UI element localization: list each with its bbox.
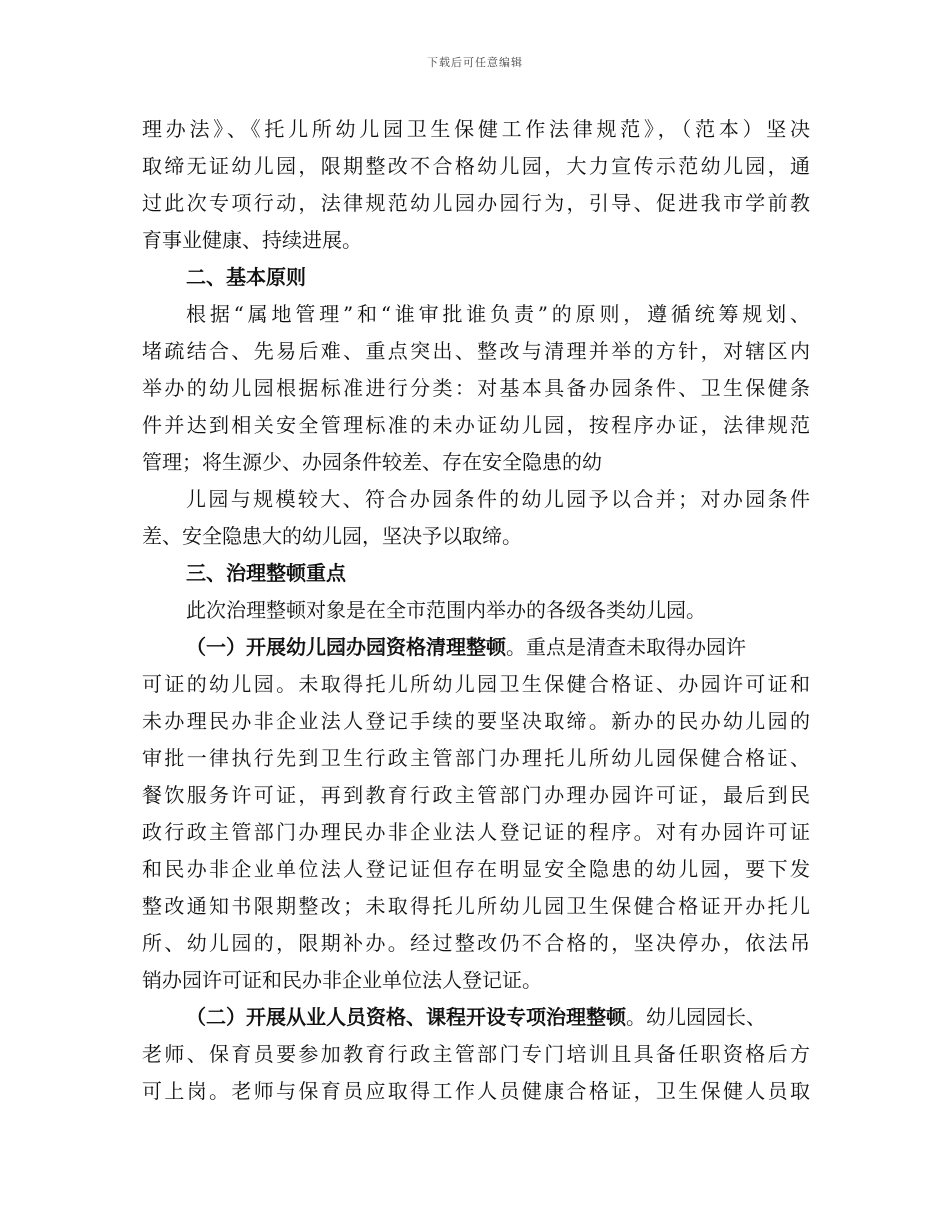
body-line: 差、安全隐患大的幼儿园，坚决予以取缔。: [142, 524, 522, 548]
body-line: 政行政主管部门办理民办非企业法人登记证的程序。对有办园许可证: [142, 820, 810, 844]
subsection-heading: （一）开展幼儿园办园资格清理整顿: [186, 635, 506, 659]
page-header: 下载后可任意编辑: [427, 56, 523, 69]
body-line: 可上岗。老师与保育员应取得工作人员健康合格证，卫生保健人员取: [142, 1079, 810, 1103]
body-line: 理办法》、《托儿所幼儿园卫生保健工作法律规范》，（范本）坚决: [142, 117, 810, 141]
section-heading: 二、基本原则: [186, 265, 306, 289]
body-line: 此次治理整顿对象是在全市范围内举办的各级各类幼儿园。: [186, 598, 706, 622]
body-line: 老师、保育员要参加教育行政主管部门专门培训且具备任职资格后方: [142, 1042, 810, 1066]
body-line: 整改通知书限期整改；未取得托儿所幼儿园卫生保健合格证开办托儿: [142, 894, 810, 918]
body-line: 审批一律执行先到卫生行政主管部门办理托儿所幼儿园保健合格证、: [142, 746, 810, 770]
body-line: [186, 1005, 766, 1029]
body-line: 销办园许可证和民办非企业单位法人登记证。: [142, 968, 542, 992]
body-line: 件并达到相关安全管理标准的未办证幼儿园，按程序办证，法律规范: [142, 413, 810, 437]
body-line: 取缔无证幼儿园，限期整改不合格幼儿园，大力宣传示范幼儿园，通: [142, 154, 810, 178]
body-line: 所、幼儿园的，限期补办。经过整改仍不合格的，坚决停办，依法吊: [142, 931, 810, 955]
body-line: 儿园与规模较大、符合办园条件的幼儿园予以合并；对办园条件: [186, 487, 810, 511]
body-line: 育事业健康、持续进展。: [142, 228, 362, 252]
body-line: 和民办非企业单位法人登记证但存在明显安全隐患的幼儿园，要下发: [142, 857, 810, 881]
body-line: 举办的幼儿园根据标准进行分类：对基本具备办园条件、卫生保健条: [142, 376, 810, 400]
body-line: 根据“属地管理”和“谁审批谁负责”的原则，遵循统筹规划、: [186, 302, 810, 326]
body-text: 。幼儿园园长、: [626, 1005, 766, 1029]
body-line: 过此次专项行动，法律规范幼儿园办园行为，引导、促进我市学前教: [142, 191, 810, 215]
body-line: [186, 635, 746, 659]
subsection-heading: （二）开展从业人员资格、课程开设专项治理整顿: [186, 1005, 626, 1029]
body-line: 餐饮服务许可证，再到教育行政主管部门办理办园许可证，最后到民: [142, 783, 810, 807]
body-line: 未办理民办非企业法人登记手续的要坚决取缔。新办的民办幼儿园的: [142, 709, 810, 733]
body-line: 堵疏结合、先易后难、重点突出、整改与清理并举的方针，对辖区内: [142, 339, 810, 363]
body-text: 。重点是清查未取得办园许: [506, 635, 746, 659]
section-heading: 三、治理整顿重点: [186, 561, 346, 585]
body-line: 可证的幼儿园。未取得托儿所幼儿园卫生保健合格证、办园许可证和: [142, 672, 810, 696]
body-line: 管理；将生源少、办园条件较差、存在安全隐患的幼: [142, 450, 602, 474]
